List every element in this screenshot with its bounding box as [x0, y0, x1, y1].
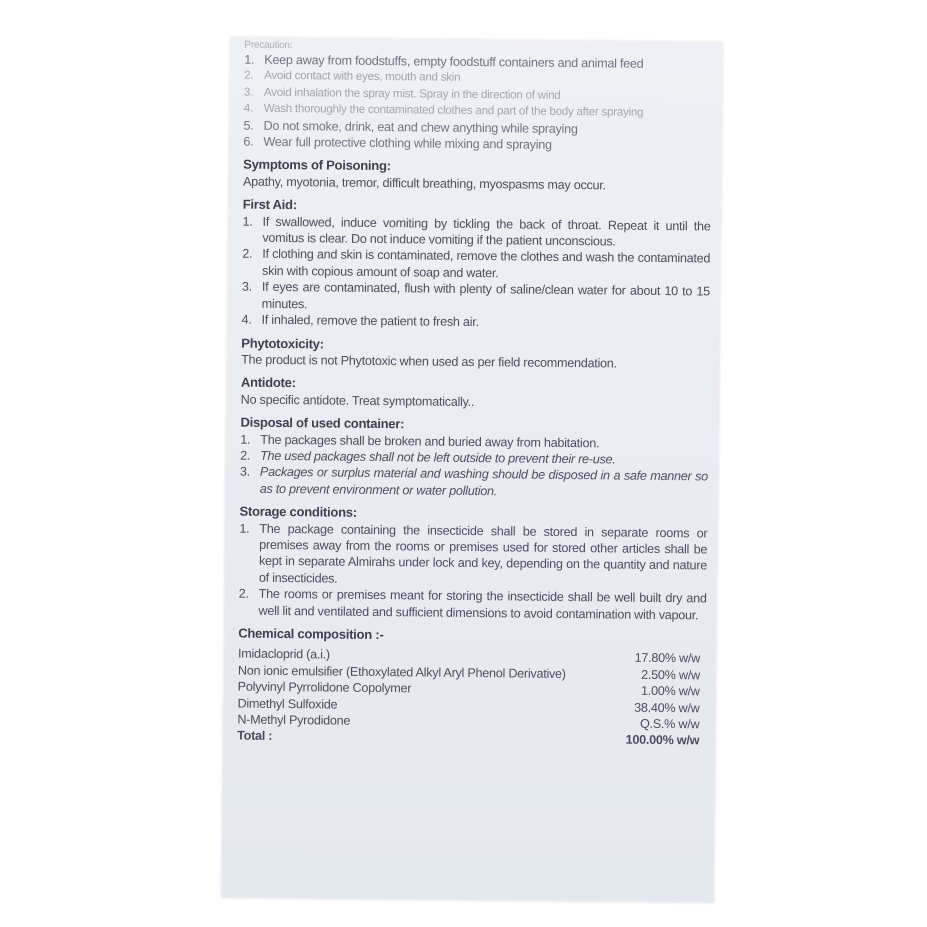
storage-item: 1. The package containing the insecticide shall be stored in separate rooms or premises away from the rooms or premises used for stored other articles shall be kept in separate Almirahs under lock and key, depending on the quantity and nature of insecticides. — [239, 521, 708, 586]
first-aid-item: 4. If inhaled, remove the patient to fresh air. — [241, 312, 479, 330]
symptoms-heading: Symptoms of Poisoning: — [243, 157, 391, 174]
chemical-amount: 2.50% w/w — [641, 667, 700, 683]
disposal-heading: Disposal of used container: — [240, 414, 405, 432]
first-aid-item: 1. If swallowed, induce vomiting by tickling the back of throat. Repeat it until the vomitus is clear. Do not induce vomiting if the patient unconscious. — [242, 214, 711, 249]
storage-heading: Storage conditions: — [239, 503, 357, 520]
disposal-list — [240, 431, 709, 502]
precaution-heading: Precaution: — [244, 39, 293, 52]
product-leaflet — [222, 37, 723, 902]
symptoms-text: Apathy, myotonia, tremor, difficult breathing, myospasms may occur. — [242, 174, 606, 193]
disposal-item: 1. The packages shall be broken and buried away from habitation. — [240, 432, 600, 450]
disposal-item: 2. The used packages shall not be left outside to prevent their re-use. — [240, 448, 616, 467]
precaution-item: 1. Keep away from foodstuffs, empty foodstuff containers and animal feed — [244, 52, 644, 71]
precaution-list — [243, 52, 712, 155]
chemical-total-amount: 100.00% w/w — [625, 733, 700, 748]
first-aid-list — [241, 213, 710, 333]
chemical-name: Non ionic emulsifier (Ethoxylated Alkyl Aryl Phenol Derivative) — [237, 663, 566, 681]
leaflet-content — [237, 38, 712, 750]
chemical-composition-table — [237, 646, 706, 749]
chemical-total-row — [237, 728, 705, 749]
precaution-item: 5. Do not smoke, drink, eat and chew anything while spraying — [243, 118, 578, 136]
chemical-amount: Q.S.% w/w — [639, 716, 700, 732]
chemical-name: Polyvinyl Pyrrolidone Copolymer — [237, 679, 412, 696]
antidote-text: No specific antidote. Treat symptomatically.. — [240, 392, 475, 409]
chemical-name: N-Methyl Pyrodidone — [237, 712, 351, 728]
chemical-name: Dimethyl Sulfoxide — [237, 696, 338, 712]
chemical-amount: 1.00% w/w — [640, 684, 700, 699]
precaution-item: 3. Avoid inhalation the spray mist. Spray in the direction of wind — [243, 85, 561, 102]
chemical-name: Imidacloprid (a.i.) — [237, 646, 330, 662]
disposal-item: 3. Packages or surplus material and washing should be disposed in a safe manner so as to prevent environment or water pollution. — [239, 464, 709, 499]
storage-list — [238, 520, 707, 623]
phytotoxicity-heading: Phytotoxicity: — [241, 335, 324, 351]
precaution-item: 2. Avoid contact with eyes, mouth and skin — [244, 68, 461, 85]
first-aid-heading: First Aid: — [242, 196, 297, 213]
chemical-total-label: Total : — [237, 728, 273, 744]
first-aid-item: 2. If clothing and skin is contaminated, remove the clothes and wash the contaminated skin with copious amount of soap and water. — [242, 247, 711, 281]
phytotoxicity-text: The product is not Phytotoxic when used as per field recommendation. — [241, 352, 617, 371]
antidote-heading: Antidote: — [240, 374, 296, 391]
chemical-heading: Chemical composition :- — [238, 625, 384, 643]
chemical-amount: 38.40% w/w — [634, 700, 700, 716]
storage-item: 2. The rooms or premises meant for storing the insecticide shall be well built dry and well lit and ventilated and sufficient dimensions to avoid contamination with vapour. — [238, 586, 707, 622]
precaution-item: 4. Wash thoroughly the contaminated clothes and part of the body after spraying — [243, 101, 644, 119]
chemical-amount: 17.80% w/w — [634, 651, 701, 666]
precaution-item: 6. Wear full protective clothing while mixing and spraying — [243, 134, 552, 152]
first-aid-item: 3. If eyes are contaminated, flush with plenty of saline/clean water for about 10 to 15 minutes. — [241, 279, 710, 311]
